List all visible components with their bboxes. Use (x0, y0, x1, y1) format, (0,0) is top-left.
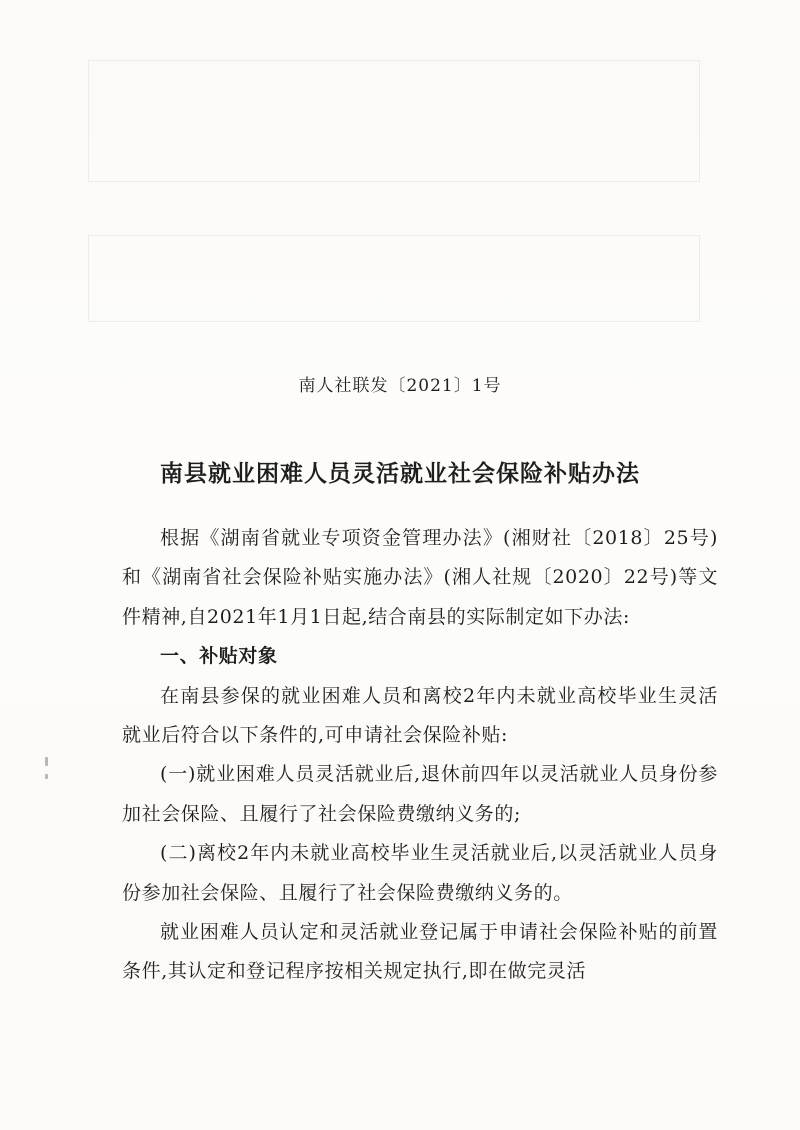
paragraph-intro: 根据《湖南省就业专项资金管理办法》(湘财社〔2018〕25号)和《湖南省社会保险补贴实施办法》(湘人社规〔2020〕22号)等文件精神,自2021年1月1日起,结合南县的实际制定如下办法: (122, 527, 718, 628)
document-title: 南县就业困难人员灵活就业社会保险补贴办法 (160, 461, 640, 487)
section-heading-subsidy-target: 一、补贴对象 (160, 645, 278, 668)
paragraph-condition-1: (一)就业困难人员灵活就业后,退休前四年以灵活就业人员身份参加社会保险、且履行了社会保险费缴纳义务的; (122, 763, 718, 825)
document-number: 南人社联发〔2021〕1号 (298, 376, 502, 396)
binding-mark-bottom (45, 774, 48, 779)
document-body (122, 519, 718, 992)
paragraph-condition-2: (二)离校2年内未就业高校毕业生灵活就业后,以灵活就业人员身份参加社会保险、且履行了社会保险费缴纳义务的。 (122, 842, 718, 904)
bleed-through-table-top (88, 60, 700, 182)
binding-mark-top (45, 757, 48, 766)
bleed-through-table-bottom (88, 235, 700, 322)
paragraph-eligibility: 在南县参保的就业困难人员和离校2年内未就业高校毕业生灵活就业后符合以下条件的,可申请社会保险补贴: (122, 684, 718, 747)
paragraph-prerequisite: 就业困难人员认定和灵活就业登记属于申请社会保险补贴的前置条件,其认定和登记程序按相关规定执行,即在做完灵活 (122, 921, 718, 983)
